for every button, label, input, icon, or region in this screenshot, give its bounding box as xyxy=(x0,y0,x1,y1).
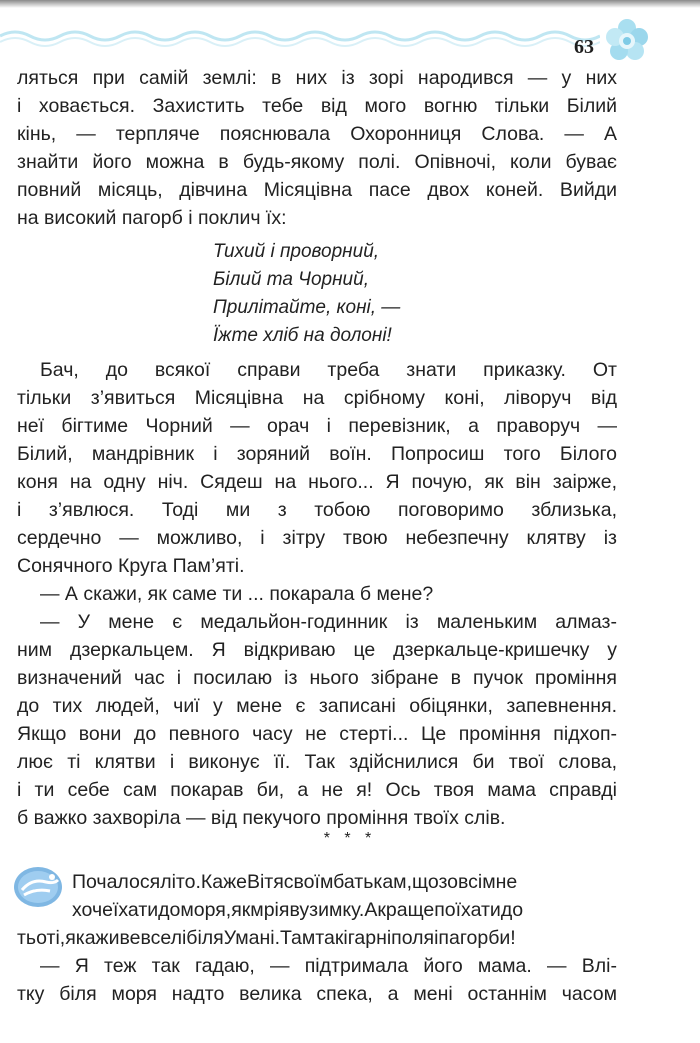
text-line: Сонячного Круга Пам’яті. xyxy=(17,555,245,577)
text-line: Якщо вони до певного часу не стерті... Це проміння підхоп- xyxy=(17,723,617,745)
text-line: неї бігтиме Чорний — орач і перевізник, а праворуч — xyxy=(17,415,617,437)
text-line: тку біля моря надто велика спека, а мені останнім часом xyxy=(17,983,617,1005)
text-line: коня на одну ніч. Сядеш на нього... Я почую, як він заірже, xyxy=(17,471,617,493)
listening-icon xyxy=(12,864,66,910)
poem-line: Тихий і проворний, xyxy=(213,241,380,262)
text-line: на високий пагорб і поклич їх: xyxy=(17,207,287,229)
decorative-wave-border xyxy=(0,22,600,52)
text-line: лює ті клятви і виконує її. Так здійснилися би твої слова, xyxy=(17,751,617,773)
text-line: до тих людей, чиї у мене є записані обіцянки, запевнення. xyxy=(17,695,617,717)
page-number: 63 xyxy=(574,36,594,58)
poem-line: Їжте хліб на долоні! xyxy=(213,325,392,346)
text-line: тільки з’явиться Місяцівна на срібному коні, ліворуч від xyxy=(17,387,617,409)
poem-line: Прилітайте, коні, — xyxy=(213,297,401,318)
text-line: і ховається. Захистить тебе від мого вогню тільки Білий xyxy=(17,95,617,117)
text-line: і ти себе сам покарав би, а не я! Ось твоя мама справді xyxy=(17,779,617,801)
text-line: визначений час і посилаю із нього зібране в пучок проміння xyxy=(17,667,617,689)
text-line: знайти його можна в будь-якому полі. Опівночі, коли буває xyxy=(17,151,617,173)
ornament-flower-icon xyxy=(604,18,650,64)
page-top-shadow xyxy=(0,0,700,8)
listening-text-line: хочеїхатидоморя,якмріявузимку.Акращепоїхатидо xyxy=(72,899,524,921)
text-line: Білий, мандрівник і зоряний воїн. Попросиш того Білого xyxy=(17,443,617,465)
listening-text-line: Почалосяліто.КажеВітясвоїмбатькам,щозовсімне xyxy=(72,871,518,893)
text-line: Бач, до всякої справи треба знати приказку. От xyxy=(40,359,617,381)
dialogue-line: — Я теж так гадаю, — підтримала його мама. — Влі- xyxy=(40,955,617,977)
text-line: кінь, — терпляче пояснювала Охоронниця Слова. — А xyxy=(17,123,617,145)
listening-text-line: тьоті,якаживевселібіляУмані.Тамтакігарніполяіпагорби! xyxy=(17,927,516,949)
text-line: і з’явлюся. Тоді ми з тобою поговоримо зблизька, xyxy=(17,499,617,521)
text-line: ляться при самій землі: в них із зорі народився — у них xyxy=(17,67,617,89)
text-line: б важко захворіла — від пекучого проміння твоїх слів. xyxy=(17,807,506,829)
text-line: сердечно — можливо, і зітру твою небезпечну клятву із xyxy=(17,527,617,549)
poem-line: Білий та Чорний, xyxy=(213,269,369,290)
dialogue-line: — У мене є медальйон-годинник із маленьким алмаз- xyxy=(40,611,617,633)
dialogue-line: — А скажи, як саме ти ... покарала б мене? xyxy=(40,583,434,605)
section-separator: * * * xyxy=(323,830,377,847)
text-line: повний місяць, дівчина Місяцівна пасе двох коней. Вийди xyxy=(17,179,617,201)
text-line: ним дзеркальцем. Я відкриваю це дзеркальце-кришечку у xyxy=(17,639,617,661)
